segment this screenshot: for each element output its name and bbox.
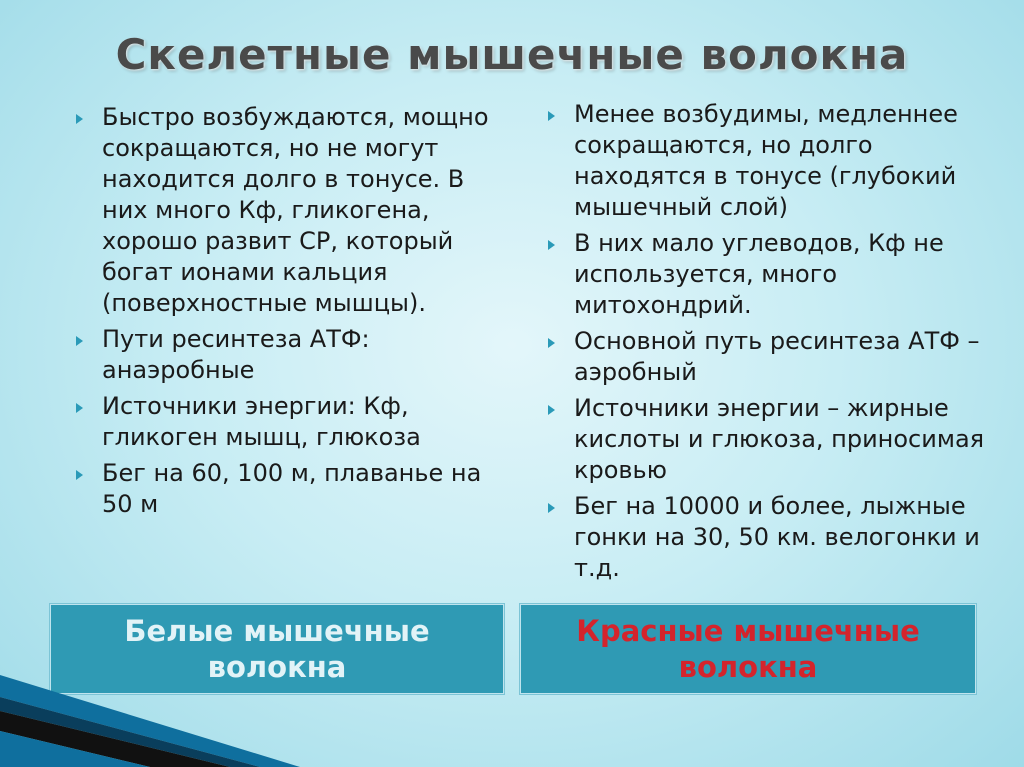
list-item-text: Основной путь ресинтеза АТФ – аэробный bbox=[574, 327, 980, 386]
list-item-text: Бег на 10000 и более, лыжные гонки на 30, 50 км. велогонки и т.д. bbox=[574, 492, 980, 582]
triangle-bullet-icon bbox=[76, 336, 83, 346]
list-item-text: Источники энергии – жирные кислоты и глюкоза, приносимая кровью bbox=[574, 394, 985, 484]
red-fibers-label bbox=[520, 604, 976, 694]
decorative-stripes bbox=[0, 627, 300, 767]
triangle-bullet-icon bbox=[548, 405, 555, 415]
red-fibers-column bbox=[548, 99, 998, 589]
list-item-text: Менее возбудимы, медленнее сокращаются, но долго находятся в тонусе (глубокий мышечный слой) bbox=[574, 100, 958, 221]
triangle-bullet-icon bbox=[548, 111, 555, 121]
triangle-bullet-icon bbox=[76, 403, 83, 413]
list-item-text: Источники энергии: Кф, гликоген мышц, глюкоза bbox=[102, 392, 421, 451]
white-fibers-label-text: Белые мышечные волокна bbox=[124, 614, 430, 684]
red-fibers-label-text: Красные мышечные волокна bbox=[576, 614, 920, 684]
list-item bbox=[548, 326, 998, 388]
list-item bbox=[548, 491, 998, 584]
triangle-bullet-icon bbox=[76, 114, 83, 124]
list-item bbox=[76, 324, 506, 386]
list-item bbox=[548, 393, 998, 486]
list-item bbox=[548, 228, 998, 321]
list-item bbox=[76, 391, 506, 453]
list-item-text: Пути ресинтеза АТФ: анаэробные bbox=[102, 325, 370, 384]
triangle-bullet-icon bbox=[548, 240, 555, 250]
triangle-bullet-icon bbox=[548, 503, 555, 513]
list-item bbox=[76, 458, 506, 520]
list-item bbox=[76, 102, 506, 319]
white-fibers-column bbox=[76, 102, 506, 525]
list-item-text: Бег на 60, 100 м, плаванье на 50 м bbox=[102, 459, 482, 518]
triangle-bullet-icon bbox=[548, 338, 555, 348]
triangle-bullet-icon bbox=[76, 470, 83, 480]
list-item-text: В них мало углеводов, Кф не используется, много митохондрий. bbox=[574, 229, 944, 319]
list-item-text: Быстро возбуждаются, мощно сокращаются, но не могут находится долго в тонусе. В них много Кф, гликогена, хорошо развит СР, который богат ионами кальция (поверхностные мышцы). bbox=[102, 103, 489, 317]
slide-title: Скелетные мышечные волокна bbox=[115, 30, 909, 79]
list-item bbox=[548, 99, 998, 223]
